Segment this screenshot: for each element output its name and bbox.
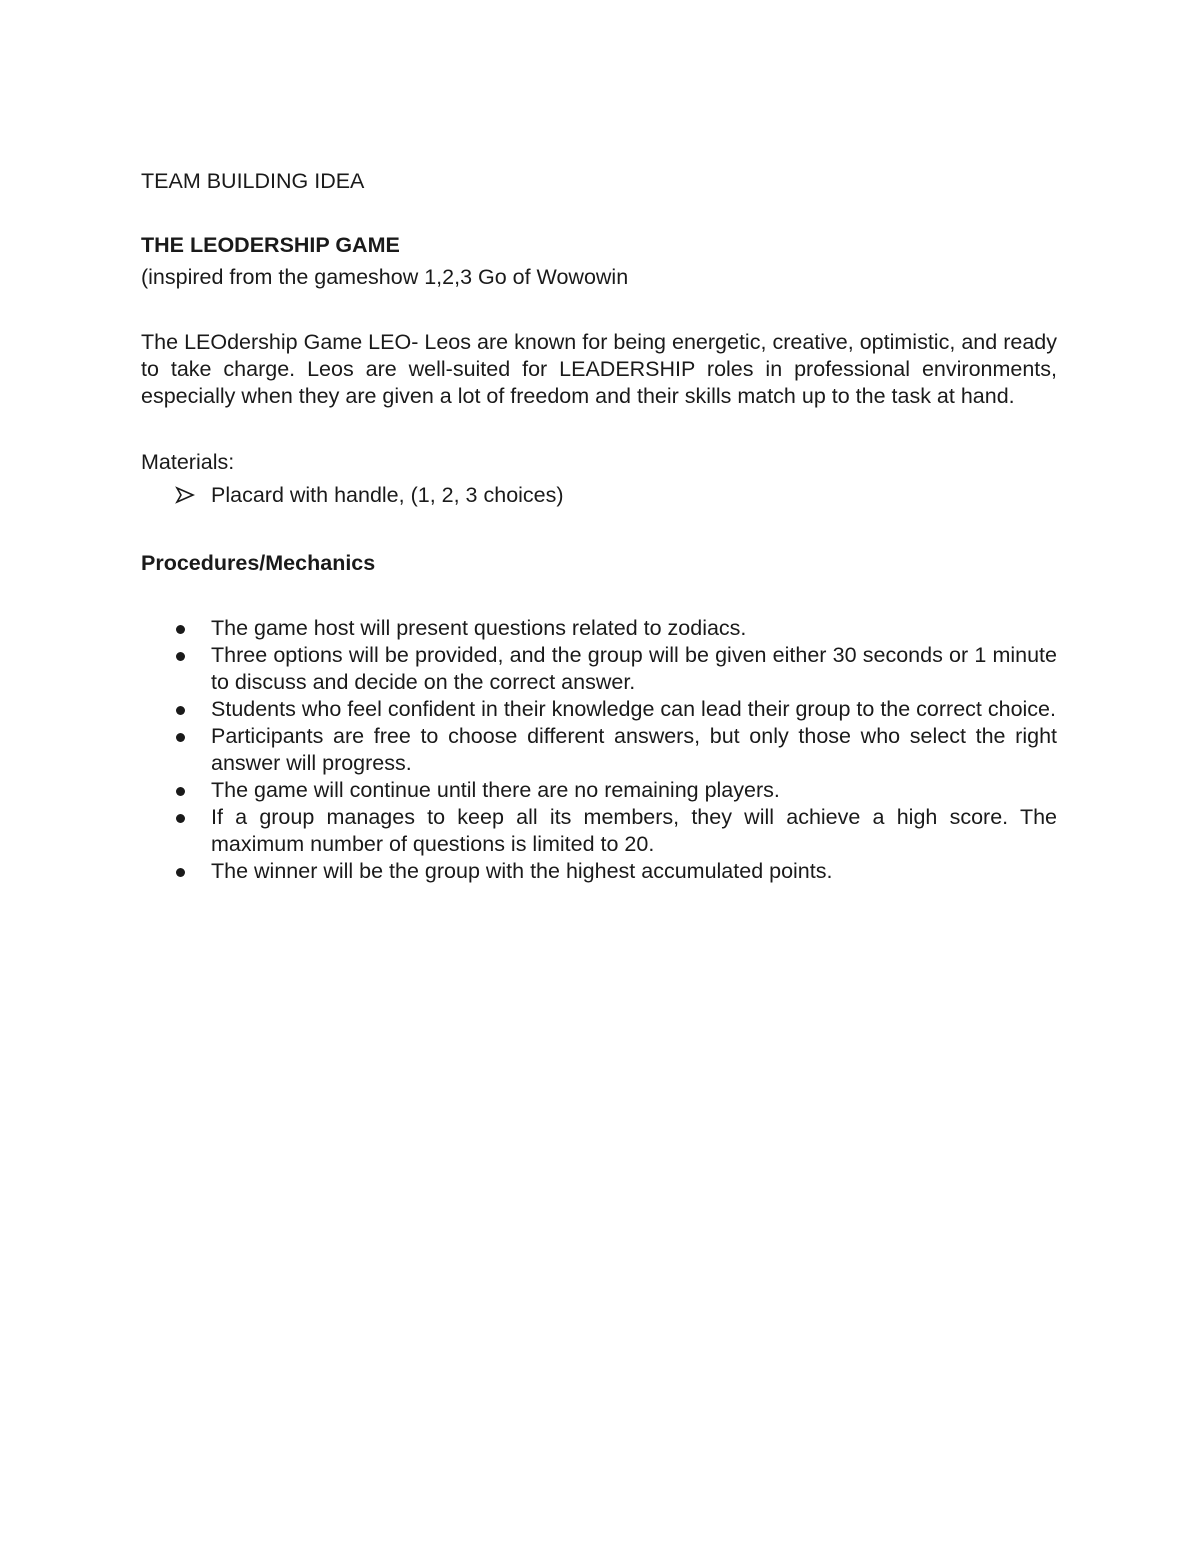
bullet-icon bbox=[176, 652, 185, 661]
arrowhead-icon bbox=[175, 485, 195, 505]
procedure-item bbox=[141, 642, 1057, 696]
document-subtitle: (inspired from the gameshow 1,2,3 Go of Wowowin bbox=[141, 265, 629, 289]
procedure-item bbox=[141, 723, 1057, 777]
bullet-icon bbox=[176, 814, 185, 823]
procedure-item-text: Participants are free to choose different answers, but only those who select the right answer will progress. bbox=[211, 724, 1057, 775]
procedure-item-text: The game will continue until there are no remaining players. bbox=[211, 778, 780, 802]
bullet-icon bbox=[176, 787, 185, 796]
procedure-item-text: The winner will be the group with the highest accumulated points. bbox=[211, 859, 833, 883]
procedure-item bbox=[141, 615, 1057, 642]
materials-item-text: Placard with handle, (1, 2, 3 choices) bbox=[211, 483, 564, 507]
bullet-icon bbox=[176, 706, 185, 715]
procedures-list bbox=[141, 615, 1057, 885]
procedures-heading: Procedures/Mechanics bbox=[141, 551, 376, 575]
document-title: THE LEODERSHIP GAME bbox=[141, 233, 400, 257]
document-page bbox=[141, 166, 1057, 885]
intro-paragraph: The LEOdership Game LEO- Leos are known for being energetic, creative, optimistic, and ready to take charge. Leos are well-suited for LEADERSHIP roles in professional environments, especially when they are given a lot of freedom and their skills match up to the task at hand. bbox=[141, 330, 1057, 408]
materials-label: Materials: bbox=[141, 450, 235, 474]
materials-list bbox=[141, 482, 1057, 509]
procedure-item-text: Three options will be provided, and the group will be given either 30 seconds or 1 minute to discuss and decide on the correct answer. bbox=[211, 643, 1057, 694]
procedure-item-text: Students who feel confident in their knowledge can lead their group to the correct choice. bbox=[211, 697, 1056, 721]
bullet-icon bbox=[176, 733, 185, 742]
bullet-icon bbox=[176, 868, 185, 877]
procedure-item bbox=[141, 696, 1057, 723]
procedure-item bbox=[141, 804, 1057, 858]
procedure-item-text: The game host will present questions related to zodiacs. bbox=[211, 616, 747, 640]
bullet-icon bbox=[176, 625, 185, 634]
document-label: TEAM BUILDING IDEA bbox=[141, 169, 365, 193]
procedure-item bbox=[141, 777, 1057, 804]
procedure-item-text: If a group manages to keep all its members, they will achieve a high score. The maximum number of questions is limited to 20. bbox=[211, 805, 1057, 856]
materials-item bbox=[141, 482, 1057, 509]
procedure-item bbox=[141, 858, 1057, 885]
